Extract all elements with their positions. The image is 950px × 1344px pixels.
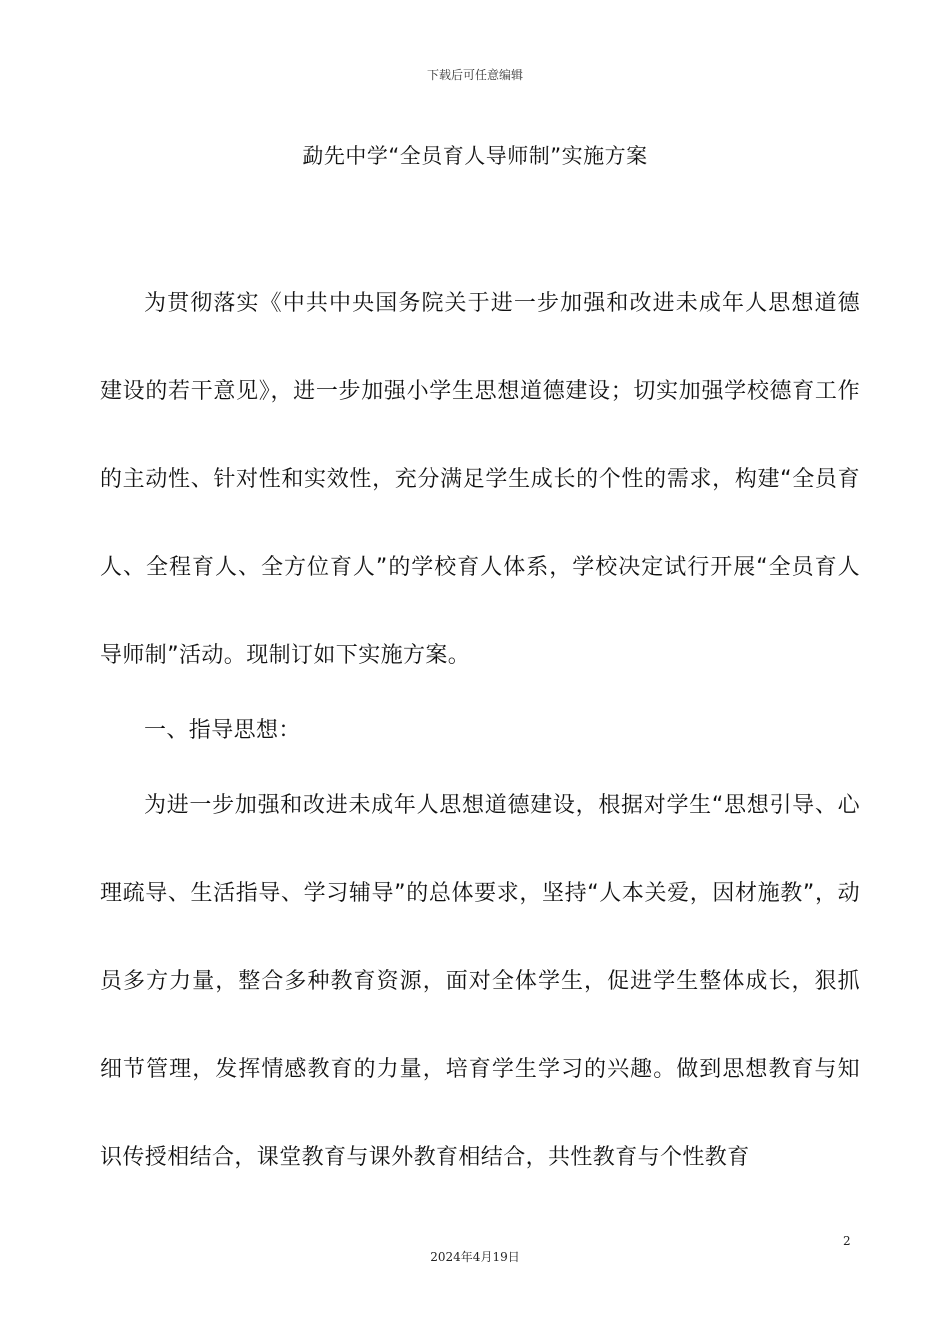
section-1-paragraph: 为进一步加强和改进未成年人思想道德建设，根据对学生“思想引导、心理疏导、生活指导、学习辅导”的总体要求，坚持“人本关爱，因材施教”，动员多方力量，整合多种教育资源，面对全体学生，促进学生整体成长，狠抓细节管理，发挥情感教育的力量，培育学生学习的兴趣。做到思想教育与知识传授相结合，课堂教育与课外教育相结合，共性教育与个性教育 — [100, 793, 860, 1170]
document-body — [100, 260, 860, 1202]
document-title: 勐先中学“全员育人导师制”实施方案 — [302, 144, 648, 168]
header-note: 下载后可任意编辑 — [426, 68, 523, 82]
page-number: 2 — [843, 1234, 851, 1248]
intro-paragraph: 为贯彻落实《中共中央国务院关于进一步加强和改进未成年人思想道德建设的若干意见》，进一步加强小学生思想道德建设；切实加强学校德育工作的主动性、针对性和实效性，充分满足学生成长的个性的需求，构建“全员育人、全程育人、全方位育人”的学校育人体系，学校决定试行开展“全员育人导师制”活动。现制订如下实施方案。 — [100, 291, 860, 668]
footer-date: 2024年4月19日 — [430, 1250, 520, 1264]
section-1-heading: 一、指导思想： — [144, 718, 301, 743]
